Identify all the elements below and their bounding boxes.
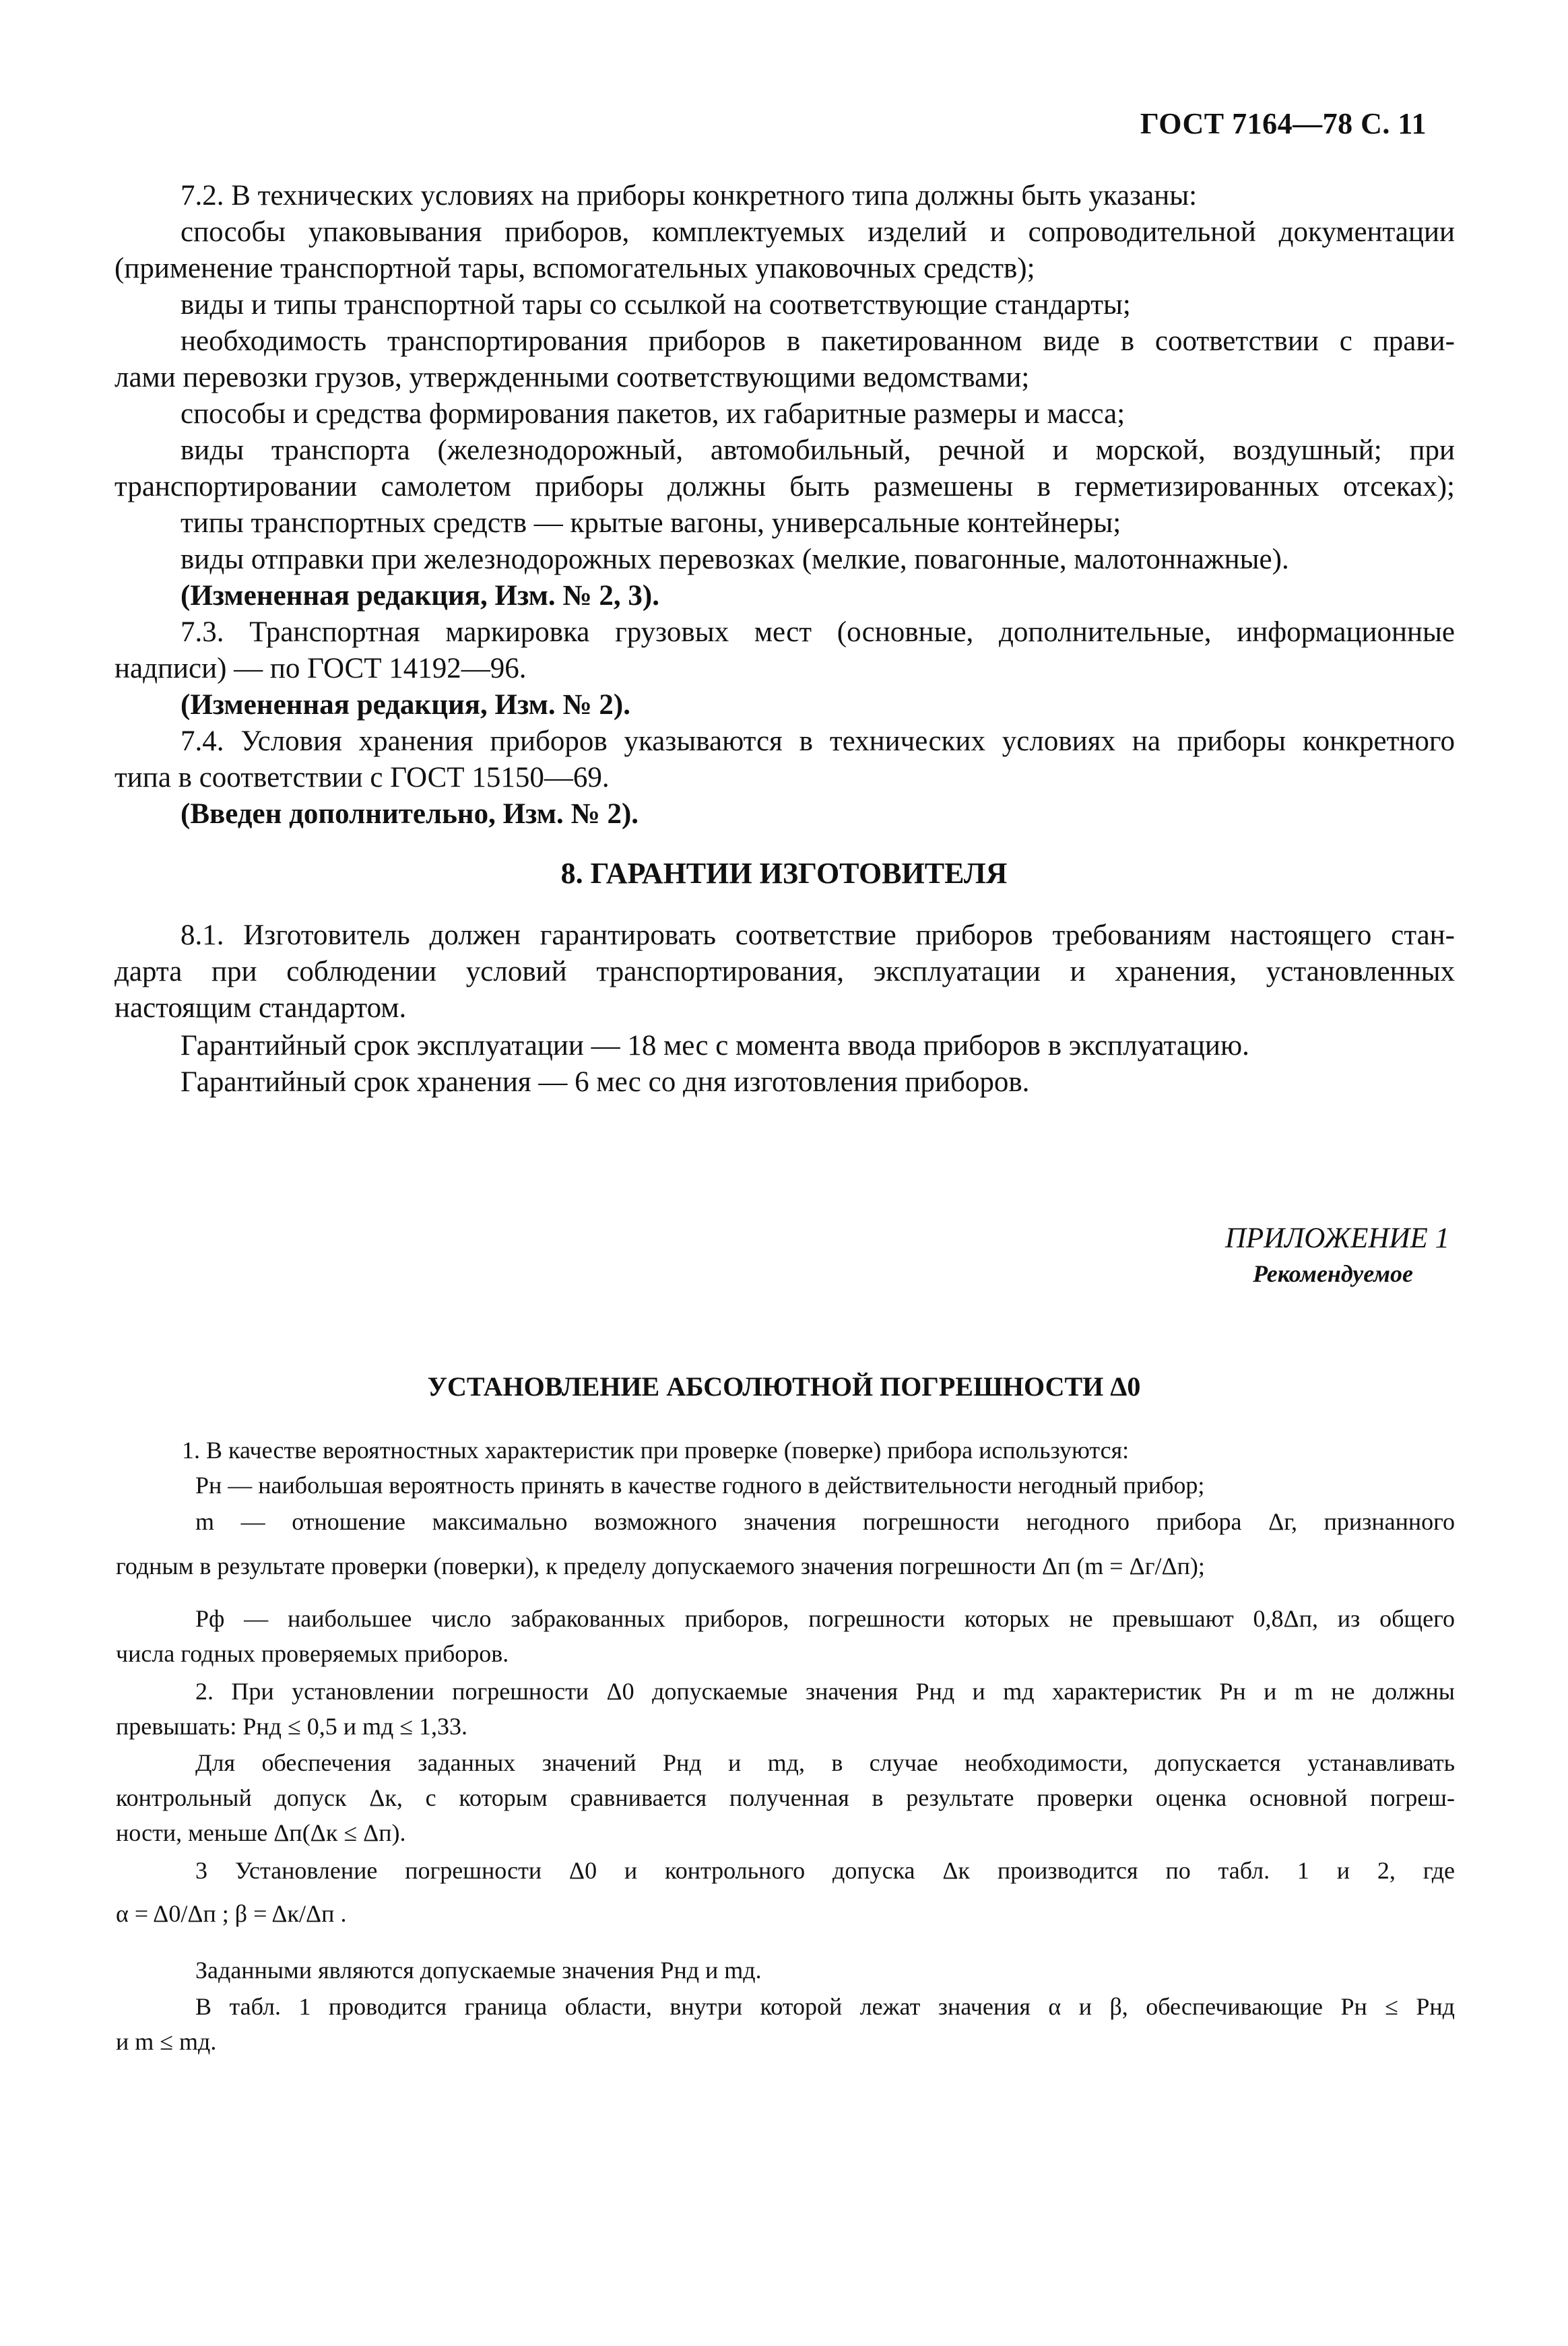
text-line: способы и средства формирования пакетов, их габаритные размеры и масса;	[181, 398, 1125, 430]
text-line: числа годных проверяемых приборов.	[116, 1640, 509, 1667]
text-line: типы транспортных средств — крытые вагоны, универсальные контейнеры;	[181, 507, 1121, 539]
text-line: (применение транспортной тары, вспомогательных упаковочных средств);	[115, 253, 1035, 284]
text-line: ности, меньше Δп(Δк ≤ Δп).	[116, 1819, 406, 1846]
text-line: и m ≤ mд.	[116, 2028, 217, 2055]
text-line: Гарантийный срок эксплуатации — 18 мес с момента ввода приборов в эксплуатацию.	[181, 1030, 1249, 1062]
text-line: Для обеспечения заданных значений Pнд и mд, в случае необходимости, допускается устанавливать	[195, 1749, 1455, 1776]
text-line: виды отправки при железнодорожных перевозках (мелкие, повагонные, малотоннажные).	[181, 544, 1289, 575]
text-line: дарта при соблюдении условий транспортирования, эксплуатации и хранения, установленных	[115, 956, 1455, 987]
amendment-note: (Введен дополнительно, Изм. № 2).	[181, 798, 639, 830]
text-line: Pф — наибольшее число забракованных приборов, погрешности которых не превышают 0,8Δп, из общего	[195, 1605, 1455, 1632]
formula-line: α = Δ0/Δп ; β = Δк/Δп .	[116, 1900, 347, 1927]
amendment-note: (Измененная редакция, Изм. № 2).	[181, 689, 630, 721]
text-line: 7.4. Условия хранения приборов указываются в технических условиях на приборы конкретного	[181, 725, 1455, 757]
text-line: виды и типы транспортной тары со ссылкой на соответствующие стандарты;	[181, 289, 1131, 321]
page-header: ГОСТ 7164—78 С. 11	[1140, 107, 1427, 140]
text-line: виды транспорта (железнодорожный, автомобильный, речной и морской, воздушный; при	[181, 434, 1455, 466]
text-line: m — отношение максимально возможного значения погрешности негодного прибора Δг, признанного	[195, 1508, 1455, 1535]
text-line: лами перевозки грузов, утвержденными соответствующими ведомствами;	[115, 362, 1030, 393]
text-line: типа в соответствии с ГОСТ 15150—69.	[115, 762, 610, 793]
text-line: контрольный допуск Δк, с которым сравнивается полученная в результате проверки оценка основной погреш-	[116, 1784, 1455, 1811]
text-line: годным в результате проверки (поверки), к пределу допускаемого значения погрешности Δп (m = Δг/Δп);	[116, 1553, 1205, 1579]
text-line: Гарантийный срок хранения — 6 мес со дня изготовления приборов.	[181, 1066, 1030, 1098]
text-line: 8.1. Изготовитель должен гарантировать соответствие приборов требованиям настоящего стан-	[181, 919, 1455, 951]
text-line: 7.3. Транспортная маркировка грузовых мест (основные, дополнительные, информационные	[181, 616, 1455, 648]
section-title: 8. ГАРАНТИИ ИЗГОТОВИТЕЛЯ	[560, 857, 1008, 890]
appendix-title: УСТАНОВЛЕНИЕ АБСОЛЮТНОЙ ПОГРЕШНОСТИ Δ0	[427, 1371, 1141, 1402]
text-line: 7.2. В технических условиях на приборы конкретного типа должны быть указаны:	[181, 180, 1198, 211]
text-line: 1. В качестве вероятностных характеристик при проверке (поверке) прибора используются:	[182, 1437, 1130, 1464]
text-line: транспортировании самолетом приборы должны быть размешены в герметизированных отсеках);	[115, 471, 1455, 502]
text-line: Заданными являются допускаемые значения Pнд и mд.	[195, 1957, 762, 1984]
text-line: необходимость транспортирования приборов в пакетированном виде в соответствии с прави-	[181, 325, 1455, 357]
text-line: надписи) — по ГОСТ 14192—96.	[115, 653, 527, 684]
text-line: 3 Установление погрешности Δ0 и контрольного допуска Δк производится по табл. 1 и 2, где	[195, 1857, 1455, 1884]
text-line: В табл. 1 проводится граница области, внутри которой лежат значения α и β, обеспечивающие Pн ≤ Pнд	[195, 1993, 1455, 2020]
text-line: 2. При установлении погрешности Δ0 допускаемые значения Pнд и mд характеристик Pн и m не должны	[195, 1678, 1455, 1705]
text-line: настоящим стандартом.	[115, 992, 407, 1024]
text-line: превышать: Pнд ≤ 0,5 и mд ≤ 1,33.	[116, 1713, 468, 1740]
appendix-sublabel: Рекомендуемое	[1253, 1260, 1413, 1287]
text-line: Pн — наибольшая вероятность принять в качестве годного в действительности негодный прибор;	[195, 1472, 1205, 1499]
appendix-label: ПРИЛОЖЕНИЕ 1	[1224, 1223, 1449, 1254]
text-line: способы упаковывания приборов, комплектуемых изделий и сопроводительной документации	[181, 216, 1455, 248]
amendment-note: (Измененная редакция, Изм. № 2, 3).	[181, 580, 659, 612]
